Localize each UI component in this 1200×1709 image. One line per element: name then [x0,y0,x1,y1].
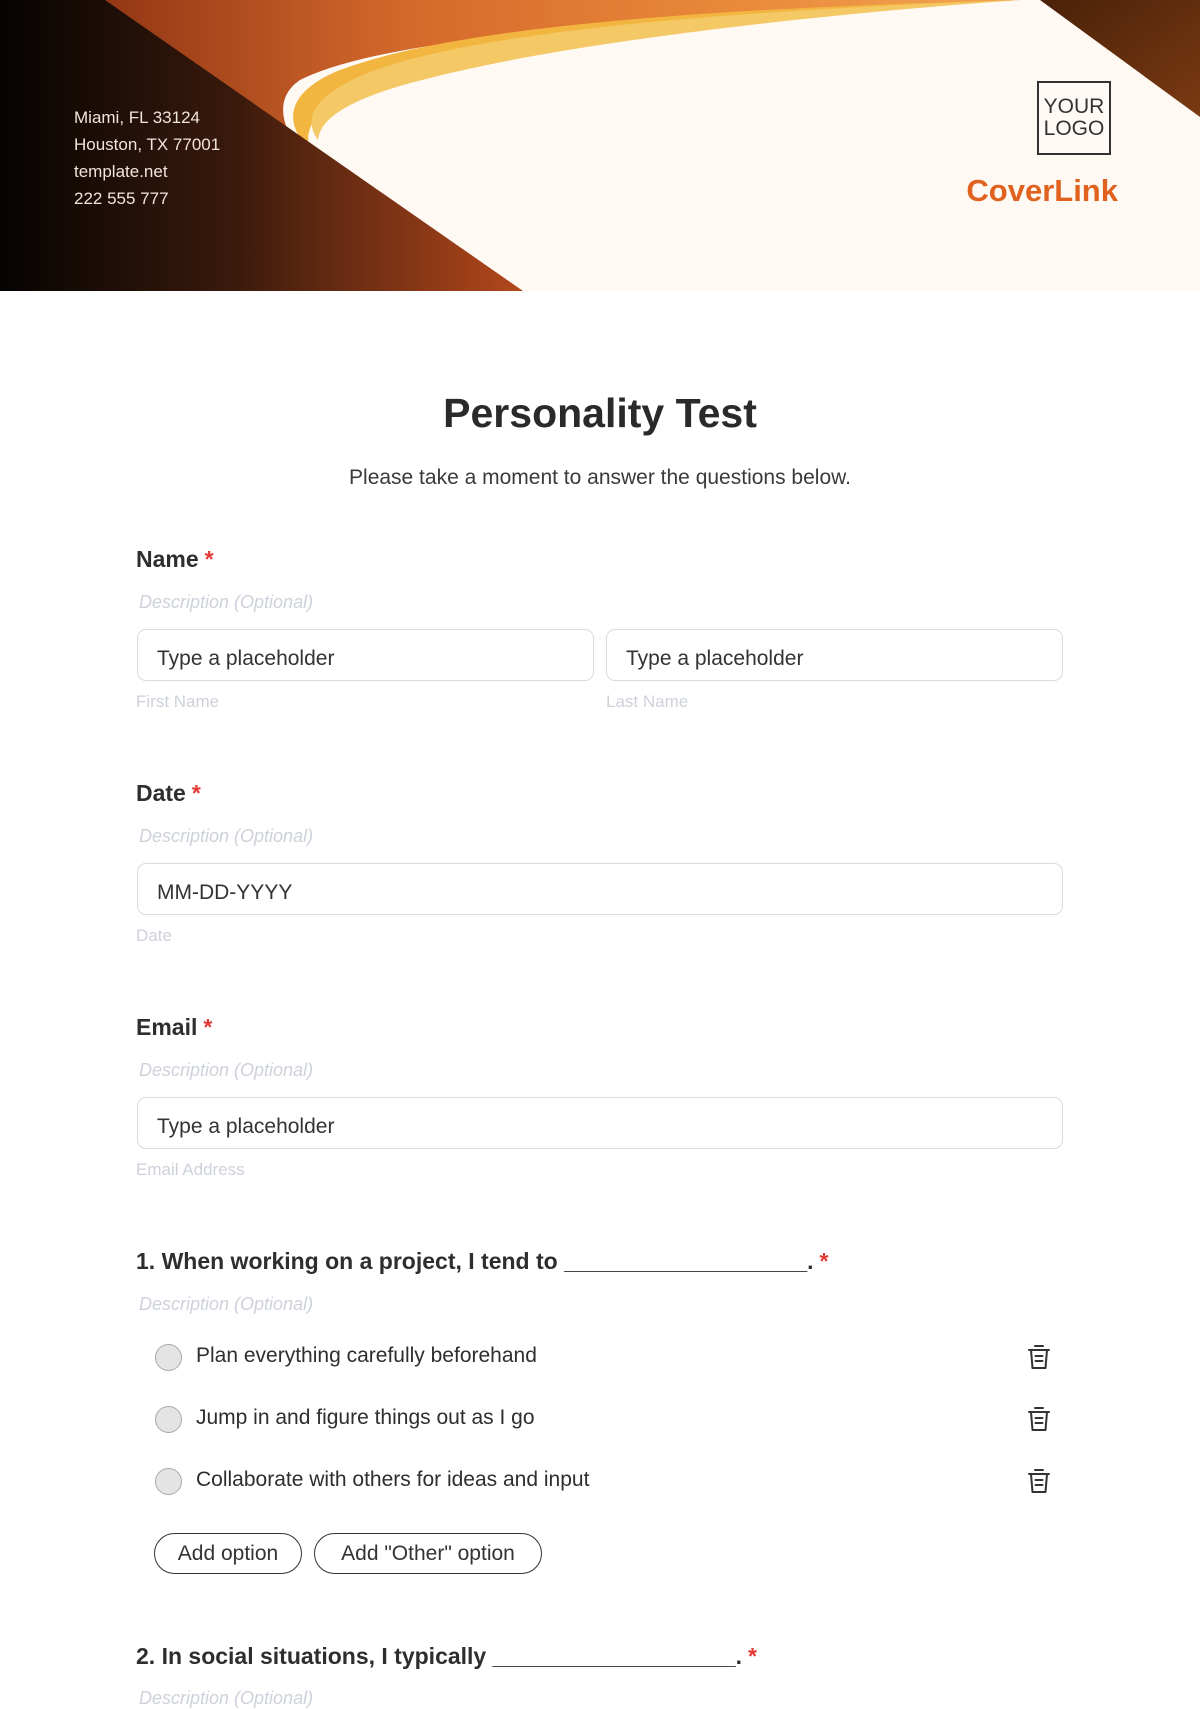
date-label-text: Date [136,780,186,806]
name-label-text: Name [136,546,199,572]
trash-icon[interactable] [1026,1404,1052,1434]
page-title: Personality Test [443,390,757,436]
logo-line-1: YOUR [1043,95,1105,118]
email-label [136,1014,212,1041]
first-name-sublabel: First Name [136,692,220,711]
email-description[interactable]: Description (Optional) [139,1060,314,1080]
first-name-input[interactable]: Type a placeholder [137,629,594,681]
question-2-label [136,1643,757,1670]
question-1-description[interactable]: Description (Optional) [139,1294,314,1314]
question-2-text: 2. In social situations, I typically ___________________. [136,1643,743,1669]
logo-placeholder [1037,81,1111,155]
last-name-input[interactable]: Type a placeholder [606,629,1063,681]
date-label [136,780,201,807]
question-1-option [154,1465,1054,1501]
radio-button[interactable] [155,1406,182,1433]
email-input[interactable]: Type a placeholder [137,1097,1063,1149]
logo-line-2: LOGO [1043,117,1105,140]
contact-website: template.net [74,162,168,181]
radio-button[interactable] [155,1344,182,1371]
required-marker: * [203,1014,213,1040]
trash-icon[interactable] [1026,1466,1052,1496]
radio-button[interactable] [155,1468,182,1495]
question-1-option [154,1403,1054,1439]
add-other-option-button[interactable]: Add "Other" option [314,1533,542,1574]
required-marker: * [191,780,201,806]
contact-address-1: Miami, FL 33124 [74,108,200,127]
trash-icon[interactable] [1026,1342,1052,1372]
required-marker: * [204,546,214,572]
email-sublabel: Email Address [136,1160,245,1179]
required-marker: * [748,1643,757,1669]
brand-name: CoverLink [966,173,1118,208]
name-label [136,546,214,573]
question-1-label [136,1248,828,1275]
option-label[interactable]: Jump in and figure things out as I go [196,1406,535,1429]
contact-address-2: Houston, TX 77001 [74,135,221,154]
add-option-button[interactable]: Add option [154,1533,302,1574]
header-banner [0,0,1200,291]
email-label-text: Email [136,1014,198,1040]
contact-phone: 222 555 777 [74,189,169,208]
page-subtitle: Please take a moment to answer the questions below. [349,466,851,489]
option-label[interactable]: Collaborate with others for ideas and input [196,1468,590,1491]
question-2-description[interactable]: Description (Optional) [139,1688,314,1708]
question-1-option [154,1341,1054,1377]
date-input[interactable]: MM-DD-YYYY [137,863,1063,915]
date-description[interactable]: Description (Optional) [139,826,314,846]
name-description[interactable]: Description (Optional) [139,592,314,612]
option-label[interactable]: Plan everything carefully beforehand [196,1344,537,1367]
required-marker: * [819,1248,829,1274]
last-name-sublabel: Last Name [606,692,689,711]
question-1-text: 1. When working on a project, I tend to ___________________. [136,1248,814,1274]
date-sublabel: Date [136,926,172,945]
contact-info [74,104,220,212]
